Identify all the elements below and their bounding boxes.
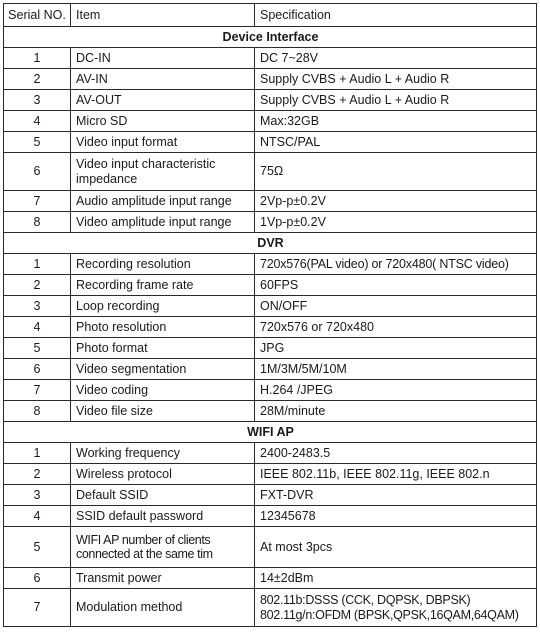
- row-no: 7: [4, 191, 71, 212]
- row-item: Transmit power: [71, 568, 255, 589]
- row-item: Recording resolution: [71, 254, 255, 275]
- row-no: 5: [4, 527, 71, 568]
- row-item: Photo resolution: [71, 317, 255, 338]
- table-row: [4, 254, 537, 275]
- table-row: [4, 317, 537, 338]
- spec-table: [3, 3, 537, 627]
- table-row: [4, 401, 537, 422]
- row-no: 1: [4, 443, 71, 464]
- row-spec: 1M/3M/5M/10M: [255, 359, 537, 380]
- row-spec: 720x576 or 720x480: [255, 317, 537, 338]
- header-row: [4, 4, 537, 27]
- table-row: [4, 380, 537, 401]
- section-dvr: [4, 233, 537, 254]
- row-no: 2: [4, 464, 71, 485]
- row-item: Wireless protocol: [71, 464, 255, 485]
- row-no: 5: [4, 132, 71, 153]
- row-item: WIFI AP number of clients connected at the same tim: [71, 527, 255, 568]
- row-spec: 75Ω: [255, 153, 537, 191]
- row-no: 5: [4, 338, 71, 359]
- row-spec: JPG: [255, 338, 537, 359]
- table-row: [4, 90, 537, 111]
- row-spec: 720x576(PAL video) or 720x480( NTSC video): [255, 254, 537, 275]
- table-row: [4, 153, 537, 191]
- row-spec: DC 7~28V: [255, 48, 537, 69]
- row-item: Modulation method: [71, 589, 255, 627]
- table-row: [4, 485, 537, 506]
- table-row: [4, 338, 537, 359]
- row-item: Video coding: [71, 380, 255, 401]
- row-item: Micro SD: [71, 111, 255, 132]
- row-spec: [255, 589, 537, 627]
- row-spec: Supply CVBS + Audio L + Audio R: [255, 69, 537, 90]
- row-no: 3: [4, 485, 71, 506]
- row-no: 2: [4, 275, 71, 296]
- table-row: [4, 69, 537, 90]
- table-row: [4, 506, 537, 527]
- table-row: [4, 191, 537, 212]
- header-spec: Specification: [255, 4, 537, 27]
- row-spec: NTSC/PAL: [255, 132, 537, 153]
- section-title: DVR: [4, 233, 537, 254]
- row-item: Video input characteristic impedance: [71, 153, 255, 191]
- section-title: Device Interface: [4, 27, 537, 48]
- row-item: SSID default password: [71, 506, 255, 527]
- row-no: 2: [4, 69, 71, 90]
- row-no: 4: [4, 506, 71, 527]
- row-spec: Max:32GB: [255, 111, 537, 132]
- table-row: [4, 568, 537, 589]
- row-item: Loop recording: [71, 296, 255, 317]
- row-item: AV-IN: [71, 69, 255, 90]
- row-spec: Supply CVBS + Audio L + Audio R: [255, 90, 537, 111]
- row-item: Photo format: [71, 338, 255, 359]
- row-no: 6: [4, 568, 71, 589]
- row-spec: 14±2dBm: [255, 568, 537, 589]
- row-spec: ON/OFF: [255, 296, 537, 317]
- table-row: [4, 48, 537, 69]
- section-device-interface: [4, 27, 537, 48]
- table-row: [4, 296, 537, 317]
- row-no: 6: [4, 153, 71, 191]
- row-item: Video file size: [71, 401, 255, 422]
- row-no: 8: [4, 401, 71, 422]
- row-no: 6: [4, 359, 71, 380]
- row-no: 1: [4, 48, 71, 69]
- row-spec: 12345678: [255, 506, 537, 527]
- row-no: 7: [4, 380, 71, 401]
- table-row: [4, 132, 537, 153]
- row-item: AV-OUT: [71, 90, 255, 111]
- header-item: Item: [71, 4, 255, 27]
- row-spec: 1Vp-p±0.2V: [255, 212, 537, 233]
- table-row: [4, 275, 537, 296]
- row-spec: 28M/minute: [255, 401, 537, 422]
- row-spec: IEEE 802.11b, IEEE 802.11g, IEEE 802.n: [255, 464, 537, 485]
- row-spec: 60FPS: [255, 275, 537, 296]
- table-row: [4, 464, 537, 485]
- row-spec: 2400-2483.5: [255, 443, 537, 464]
- table-row: [4, 111, 537, 132]
- row-item: Working frequency: [71, 443, 255, 464]
- row-no: 3: [4, 90, 71, 111]
- row-item: Video input format: [71, 132, 255, 153]
- row-item: Default SSID: [71, 485, 255, 506]
- row-no: 4: [4, 111, 71, 132]
- table-row: [4, 443, 537, 464]
- row-no: 8: [4, 212, 71, 233]
- row-no: 3: [4, 296, 71, 317]
- table-row: [4, 527, 537, 568]
- row-spec: 2Vp-p±0.2V: [255, 191, 537, 212]
- row-spec: FXT-DVR: [255, 485, 537, 506]
- row-item: DC-IN: [71, 48, 255, 69]
- row-item: Video amplitude input range: [71, 212, 255, 233]
- row-item: Audio amplitude input range: [71, 191, 255, 212]
- header-serial: Serial NO.: [4, 4, 71, 27]
- section-wifi-ap: [4, 422, 537, 443]
- section-title: WIFI AP: [4, 422, 537, 443]
- row-no: 4: [4, 317, 71, 338]
- row-item: Video segmentation: [71, 359, 255, 380]
- row-spec: At most 3pcs: [255, 527, 537, 568]
- row-spec-line-2: 802.11g/n:OFDM (BPSK,QPSK,16QAM,64QAM): [260, 607, 519, 622]
- table-row: [4, 212, 537, 233]
- row-no: 7: [4, 589, 71, 627]
- row-no: 1: [4, 254, 71, 275]
- table-row: [4, 589, 537, 627]
- row-spec: H.264 /JPEG: [255, 380, 537, 401]
- table-row: [4, 359, 537, 380]
- row-spec-line-1: 802.11b:DSSS (CCK, DQPSK, DBPSK): [260, 593, 471, 607]
- row-item: Recording frame rate: [71, 275, 255, 296]
